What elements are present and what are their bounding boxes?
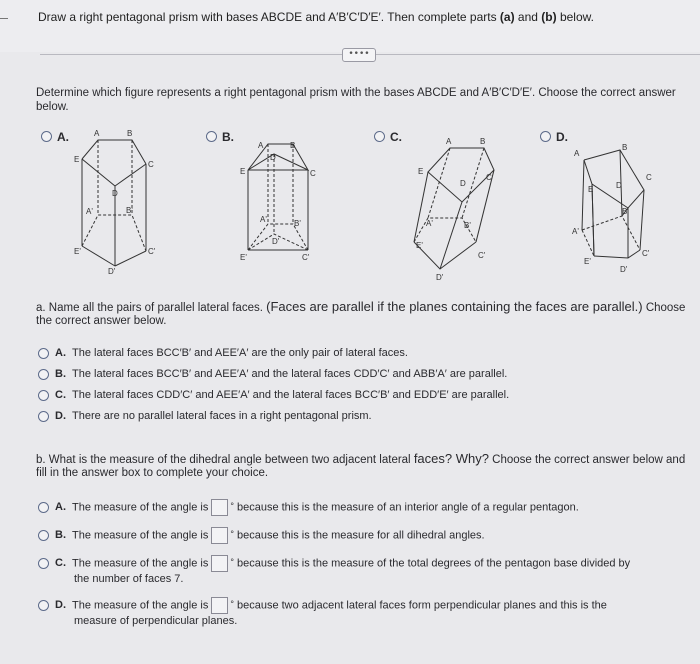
vertex-label: B' (622, 207, 629, 216)
vertex-label: E' (416, 241, 423, 250)
choice-continuation: the number of faces 7. (74, 573, 184, 585)
figure-option-a[interactable]: A. (41, 129, 69, 144)
vertex-label: C (148, 160, 154, 169)
part-b-question: b. What is the measure of the dihedral angle between two adjacent lateral faces? Why? Choose the correct answer below and fill in the answer box to complete your choice. (36, 451, 686, 479)
radio-icon[interactable] (41, 131, 52, 142)
figure-option-d[interactable]: D. (540, 129, 568, 144)
answer-box[interactable] (211, 527, 228, 544)
choice-continuation: measure of perpendicular planes. (74, 615, 238, 627)
expand-more-button[interactable]: •••• (342, 48, 376, 62)
figure-option-c[interactable]: C. (374, 129, 402, 144)
answer-box[interactable] (211, 597, 228, 614)
answer-box[interactable] (211, 499, 228, 516)
left-edge-mark (0, 18, 8, 19)
radio-icon[interactable] (38, 411, 49, 422)
vertex-label: D (616, 181, 622, 190)
vertex-label: A' (260, 215, 267, 224)
vertex-label: B (127, 129, 133, 138)
prism-figure-d (570, 138, 670, 283)
top-bar (0, 0, 700, 52)
vertex-label: E (418, 167, 424, 176)
vertex-label: E (74, 155, 80, 164)
prism-diagram-c (406, 134, 506, 284)
vertex-label: A (94, 129, 100, 138)
vertex-label: C' (302, 253, 310, 262)
vertex-label: D (460, 179, 466, 188)
vertex-label: A' (426, 219, 433, 228)
answer-box[interactable] (211, 555, 228, 572)
vertex-label: D' (108, 267, 116, 276)
vertex-label: D' (272, 237, 280, 246)
instruction-text: Draw a right pentagonal prism with bases ABCDE and A′B′C′D′E′. Then complete parts (a) and (b) below. (38, 10, 594, 24)
figure-option-b[interactable]: B. (206, 129, 234, 144)
prism-diagram-d (570, 138, 670, 278)
prism-diagram-b (238, 132, 328, 262)
vertex-label: E' (240, 253, 247, 262)
prism-diagram-a (70, 126, 170, 276)
part-a-choice-c[interactable]: C. The lateral faces CDD′C′ and AEE′A′ and the lateral faces BCC′B′ and EDD′E′ are parallel. (38, 388, 509, 402)
vertex-label: A (574, 149, 580, 158)
vertex-label: B' (294, 219, 301, 228)
part-b-choice-a[interactable]: A. The measure of the angle is ° because this is the measure of an interior angle of a regular pentagon. (38, 499, 579, 516)
vertex-label: A' (86, 207, 93, 216)
vertex-label: E' (584, 257, 591, 266)
radio-icon[interactable] (38, 558, 49, 569)
part-a-choice-a[interactable]: A. The lateral faces BCC′B′ and AEE′A′ are the only pair of lateral faces. (38, 346, 408, 360)
part-b-choice-c[interactable]: C. The measure of the angle is ° because this is the measure of the total degrees of the pentagon base divided by the number of faces 7. (38, 555, 630, 586)
vertex-label: B (622, 143, 628, 152)
vertex-label: B' (464, 221, 471, 230)
radio-icon[interactable] (374, 131, 385, 142)
vertex-label: C (486, 173, 492, 182)
vertex-label: C' (642, 249, 650, 258)
part-a-choice-d[interactable]: D. There are no parallel lateral faces in a right pentagonal prism. (38, 409, 372, 423)
vertex-label: B (480, 137, 486, 146)
vertex-label: E (240, 167, 246, 176)
vertex-label: B' (126, 206, 133, 215)
vertex-label: D (270, 153, 276, 162)
radio-icon[interactable] (38, 530, 49, 541)
question-text: Determine which figure represents a right pentagonal prism with the bases ABCDE and A′B′C′D′E′. Choose the correct answer below. (36, 87, 676, 113)
part-a-question: a. Name all the pairs of parallel lateral faces. (Faces are parallel if the planes containing the faces are parallel.) Choose the correct answer below. (36, 299, 686, 327)
vertex-label: E' (74, 247, 81, 256)
vertex-label: A' (572, 227, 579, 236)
part-b-choice-b[interactable]: B. The measure of the angle is ° because this is the measure for all dihedral angles. (38, 527, 485, 544)
radio-icon[interactable] (38, 390, 49, 401)
vertex-label: A (258, 141, 264, 150)
radio-icon[interactable] (38, 502, 49, 513)
vertex-label: D' (436, 273, 444, 282)
radio-icon[interactable] (38, 348, 49, 359)
part-a-choice-b[interactable]: B. The lateral faces BCC′B′ and AEE′A′ and the lateral faces CDD′C′ and ABB′A′ are parallel. (38, 367, 507, 381)
radio-icon[interactable] (38, 369, 49, 380)
part-b-choice-d[interactable]: D. The measure of the angle is ° because two adjacent lateral faces form perpendicular planes and this is the measure of perpendicular planes. (38, 597, 607, 628)
prism-figure-b (238, 132, 328, 267)
vertex-label: E (588, 185, 594, 194)
vertex-label: D (112, 189, 118, 198)
vertex-label: C (646, 173, 652, 182)
prism-figure-c (406, 134, 506, 289)
vertex-label: C (310, 169, 316, 178)
vertex-label: C' (148, 247, 156, 256)
radio-icon[interactable] (38, 600, 49, 611)
vertex-label: A (446, 137, 452, 146)
prism-figure-a (70, 126, 170, 281)
vertex-label: C' (478, 251, 486, 260)
vertex-label: B (290, 141, 296, 150)
radio-icon[interactable] (540, 131, 551, 142)
vertex-label: D' (620, 265, 628, 274)
radio-icon[interactable] (206, 131, 217, 142)
